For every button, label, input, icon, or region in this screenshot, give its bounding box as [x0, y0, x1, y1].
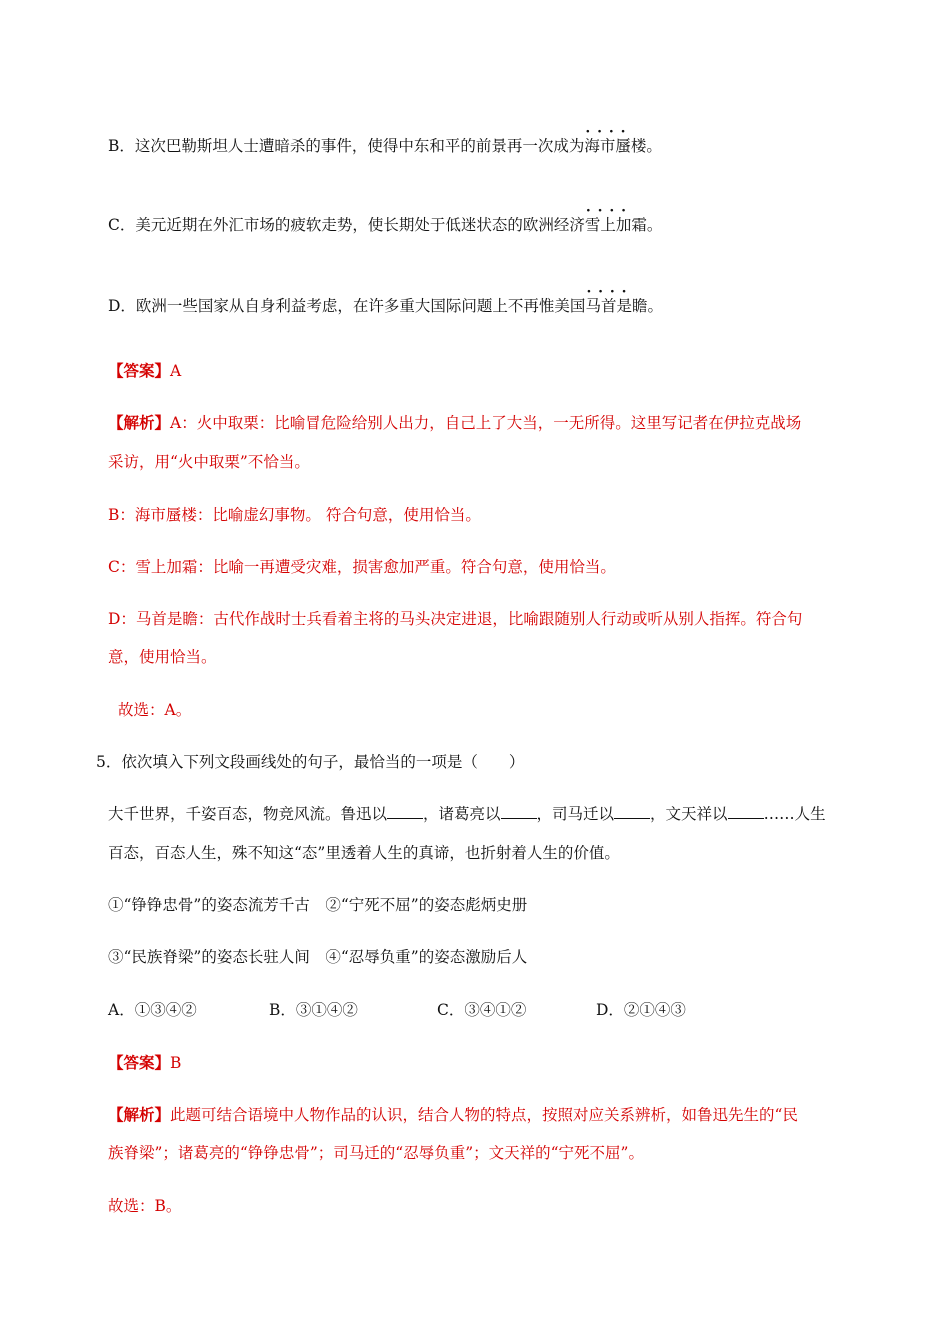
question-5-passage-line2: 百态，百态人生，殊不知这“态”里透着人生的真谛，也折射着人生的价值。 [108, 844, 620, 862]
analysis-4-line2: 采访，用“火中取栗”不恰当。 [108, 453, 310, 471]
option-b-emphasis: · · · · 海市蜃楼 [584, 137, 646, 155]
blank-2 [501, 804, 537, 819]
answer-4 [108, 361, 181, 381]
option-b: B．这次巴勒斯坦人士遭暗杀的事件，使得中东和平的前景再一次成为· · · · 海市蜃楼。 [108, 136, 662, 156]
analysis-4-d1: D：马首是瞻：古代作战时士兵看着主将的马头决定进退，比喻跟随别人行动或听从别人指挥。符合句 [108, 610, 803, 628]
choice-b: B．③①④② [269, 1001, 358, 1019]
question-5-items-1-2: ①“铮铮忠骨”的姿态流芳千古 ②“宁死不屈”的姿态彪炳史册 [108, 896, 528, 914]
option-d: D．欧洲一些国家从自身利益考虑，在许多重大国际问题上不再惟美国· · · · 马首是瞻。 [108, 296, 663, 316]
analysis-4-line1: 【解析】A：火中取栗：比喻冒危险给别人出力，自己上了大当，一无所得。这里写记者在伊拉克战场 [108, 413, 802, 432]
question-5-passage-line1: 大千世界，千姿百态，物竞风流。鲁迅以 ，诸葛亮以 ，司马迁以 ，文天祥以 ……人生 [108, 805, 826, 823]
analysis-5-conclusion: 故选：B。 [108, 1197, 182, 1215]
option-c-emphasis: · · · · 雪上加霜 [585, 216, 647, 234]
analysis-5-line1: 【解析】此题可结合语境中人物作品的认识，结合人物的特点，按照对应关系辨析，如鲁迅先生的“民 [108, 1105, 798, 1124]
option-d-text: D．欧洲一些国家从自身利益考虑，在许多重大国际问题上不再惟美国 [108, 297, 586, 315]
option-b-text: B．这次巴勒斯坦人士遭暗杀的事件，使得中东和平的前景再一次成为 [108, 137, 585, 155]
analysis-4-b: B：海市蜃楼：比喻虚幻事物。 符合句意，使用恰当。 [108, 506, 481, 524]
analysis-5-line2: 族脊梁”；诸葛亮的“铮铮忠骨”；司马迁的“忍辱负重”；文天祥的“宁死不屈”。 [108, 1144, 644, 1162]
answer-5 [108, 1053, 181, 1073]
blank-4 [728, 804, 764, 819]
analysis-4-c: C：雪上加霜：比喻一再遭受灾难，损害愈加严重。符合句意，使用恰当。 [108, 558, 616, 576]
answer-value: B [170, 1054, 182, 1072]
question-5-items-3-4: ③“民族脊梁”的姿态长驻人间 ④“忍辱负重”的姿态激励后人 [108, 948, 528, 966]
analysis-4-d2: 意，使用恰当。 [108, 648, 217, 666]
choice-d: D．②①④③ [596, 1001, 686, 1019]
answer-value: A [170, 362, 182, 380]
analysis-label: 【解析】 [108, 1105, 171, 1124]
answer-label: 【答案】 [108, 1053, 171, 1072]
answer-label: 【答案】 [108, 361, 171, 380]
blank-1 [387, 804, 423, 819]
option-c: C．美元近期在外汇市场的疲软走势，使长期处于低迷状态的欧洲经济· · · · 雪上加霜。 [108, 215, 662, 235]
blank-3 [614, 804, 650, 819]
option-c-text: C．美元近期在外汇市场的疲软走势，使长期处于低迷状态的欧洲经济 [108, 216, 585, 234]
choice-c: C．③④①② [437, 1001, 527, 1019]
option-d-emphasis: · · · · 马首是瞻 [585, 297, 647, 315]
choice-a: A．①③④② [108, 1001, 197, 1019]
analysis-4-conclusion: 故选：A。 [118, 701, 192, 719]
analysis-label: 【解析】 [108, 413, 171, 432]
question-5-stem: 5．依次填入下列文段画线处的句子，最恰当的一项是（ ） [96, 753, 525, 771]
